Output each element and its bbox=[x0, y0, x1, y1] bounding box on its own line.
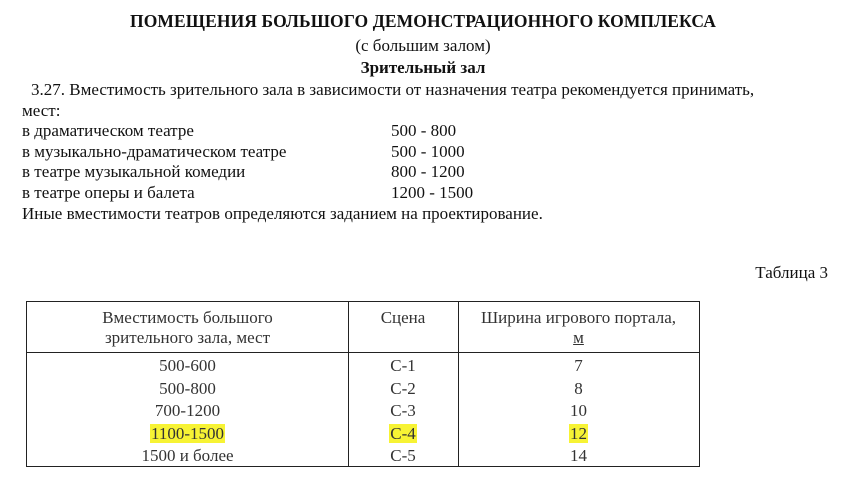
cell-portal-highlighted: 12 bbox=[570, 423, 587, 443]
capacity-range: 500 - 800 bbox=[391, 121, 457, 140]
capacity-theatre-type: в музыкально-драматическом театре bbox=[22, 141, 287, 161]
table-cell bbox=[348, 355, 458, 378]
capacity-range: 1200 - 1500 bbox=[391, 182, 474, 202]
header-stage bbox=[348, 308, 458, 328]
table-cell bbox=[348, 445, 458, 468]
cell-portal: 8 bbox=[574, 378, 583, 398]
capacity-theatre-type: в театре музыкальной комедии bbox=[22, 162, 246, 181]
cell-portal: 7 bbox=[574, 356, 583, 375]
cell-portal: 14 bbox=[570, 446, 587, 465]
stage-table bbox=[26, 301, 700, 467]
clause-paragraph bbox=[22, 79, 842, 121]
section-heading: Зрительный зал bbox=[360, 58, 486, 77]
cell-stage: С-2 bbox=[390, 378, 416, 398]
table-cell bbox=[458, 355, 699, 378]
capacity-theatre-type: в драматическом театре bbox=[22, 121, 194, 140]
table-cell bbox=[27, 378, 348, 401]
portal-cells bbox=[458, 355, 699, 468]
table-cell bbox=[27, 423, 348, 446]
cell-capacity: 700-1200 bbox=[154, 401, 221, 420]
table-cell bbox=[27, 445, 348, 468]
cell-capacity: 500-800 bbox=[159, 378, 216, 398]
capacity-range: 500 - 1000 bbox=[391, 141, 465, 161]
table-cell bbox=[458, 378, 699, 401]
cell-capacity-highlighted: 1100-1500 bbox=[150, 423, 225, 443]
cell-stage: С-5 bbox=[390, 446, 416, 465]
capacity-range: 800 - 1200 bbox=[391, 162, 465, 181]
header-capacity-line-2: зрительного зала, мест bbox=[104, 328, 271, 347]
header-stage-label: Сцена bbox=[380, 308, 426, 327]
cell-stage: С-1 bbox=[390, 356, 416, 375]
document-title: ПОМЕЩЕНИЯ БОЛЬШОГО ДЕМОНСТРАЦИОННОГО КОМПЛЕКСА bbox=[129, 11, 717, 31]
capacity-cells bbox=[27, 355, 348, 468]
column-stage bbox=[348, 302, 458, 466]
table-cell bbox=[458, 423, 699, 446]
header-capacity bbox=[27, 308, 348, 348]
header-portal-unit: м bbox=[573, 328, 584, 347]
cell-stage-highlighted: С-4 bbox=[390, 423, 416, 443]
header-portal-width bbox=[458, 308, 699, 348]
column-capacity bbox=[27, 302, 348, 466]
document-subtitle: (с большим залом) bbox=[355, 36, 491, 55]
table-cell bbox=[348, 400, 458, 423]
table-cell bbox=[27, 355, 348, 378]
clause-text-line-2: мест: bbox=[22, 101, 61, 120]
table-cell bbox=[27, 400, 348, 423]
table-cell bbox=[458, 400, 699, 423]
header-portal-line-1: Ширина игрового портала, bbox=[480, 308, 676, 327]
table-cell bbox=[348, 423, 458, 446]
cell-portal: 10 bbox=[570, 401, 587, 420]
capacity-theatre-type: в театре оперы и балета bbox=[22, 182, 195, 202]
stage-cells bbox=[348, 355, 458, 468]
cell-capacity: 500-600 bbox=[159, 356, 216, 375]
cell-stage: С-3 bbox=[390, 401, 416, 420]
table-label: Таблица 3 bbox=[755, 263, 828, 282]
cell-capacity: 1500 и более bbox=[141, 446, 234, 465]
column-portal-width bbox=[458, 302, 699, 466]
table-cell bbox=[458, 445, 699, 468]
table-cell bbox=[348, 378, 458, 401]
clause-text-line-1: 3.27. Вместимость зрительного зала в зависимости от назначения театра рекомендуется принимать, bbox=[31, 80, 755, 99]
header-capacity-line-1: Вместимость большого bbox=[102, 308, 273, 327]
design-note: Иные вместимости театров определяются заданием на проектирование. bbox=[22, 204, 543, 223]
